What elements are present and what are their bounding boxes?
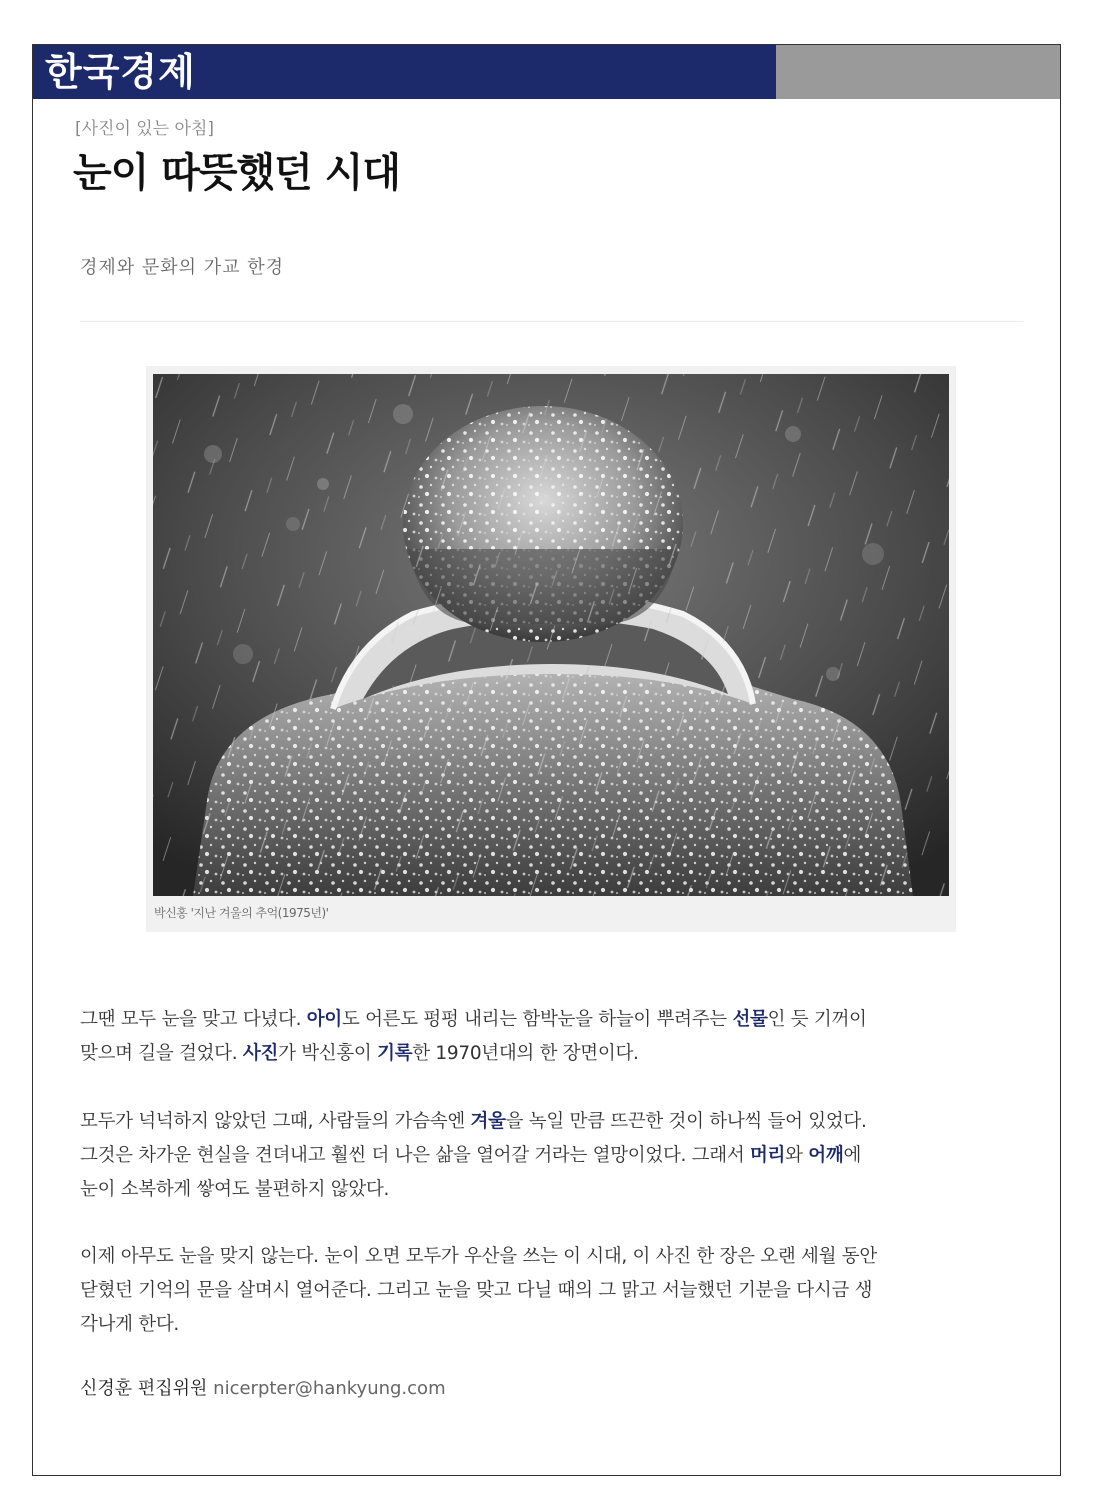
paragraph-text: 에 <box>843 1145 862 1166</box>
photo-snow-coat <box>153 374 949 896</box>
article-kicker: [사진이 있는 아침] <box>75 119 215 139</box>
brand-logo[interactable]: 한국경제 <box>45 50 196 94</box>
photo-caption: 박신홍 '지난 겨울의 추억(1975년)' <box>154 906 329 920</box>
paragraph-text: 을 녹일 만큼 뜨끈한 것이 하나씩 들어 있었다. <box>505 1111 867 1132</box>
masthead-gray-bar <box>776 45 1060 99</box>
paragraph-text: 그땐 모두 눈을 맞고 다녔다. <box>80 1009 307 1030</box>
keyword-link[interactable]: 머리 <box>749 1145 786 1166</box>
paragraph-text: 와 <box>785 1145 809 1166</box>
paragraph-text: 한 1970년대의 한 장면이다. <box>412 1043 639 1064</box>
paragraph-3 <box>80 1240 1030 1342</box>
paragraph-text: 각나게 한다. <box>80 1314 180 1335</box>
paragraph-1 <box>80 1003 1030 1071</box>
keyword-link[interactable]: 아이 <box>306 1009 342 1030</box>
paragraph-2 <box>80 1105 1030 1207</box>
paragraph-text: 그것은 차가운 현실을 견뎌내고 훨씬 더 나은 삶을 열어갈 거라는 열망이었다. 그래서 <box>80 1145 750 1166</box>
paragraph-text: 맞으며 길을 걸었다. <box>80 1043 243 1064</box>
paragraph-text: 이제 아무도 눈을 맞지 않는다. 눈이 오면 모두가 우산을 쓰는 이 시대, 이 사진 한 장은 오랜 세월 동안 <box>80 1246 877 1267</box>
keyword-link[interactable]: 기록 <box>377 1043 413 1064</box>
keyword-link[interactable]: 어깨 <box>808 1145 844 1166</box>
article-frame <box>32 44 1061 1476</box>
paragraph-text: 닫혔던 기억의 문을 살며시 열어준다. 그리고 눈을 맞고 다닐 때의 그 맑고 서늘했던 기분을 다시금 생 <box>80 1280 873 1301</box>
photo-illustration <box>153 374 949 896</box>
paragraph-text: 가 박신홍이 <box>278 1043 378 1064</box>
article-headline: 눈이 따뜻했던 시대 <box>73 150 400 196</box>
article-subhead: 경제와 문화의 가교 한경 <box>80 257 285 278</box>
byline <box>80 1374 446 1404</box>
byline-email[interactable]: nicerpter@hankyung.com <box>213 1378 446 1399</box>
paragraph-text: 눈이 소복하게 쌓여도 불편하지 않았다. <box>80 1179 390 1200</box>
keyword-link[interactable]: 겨울 <box>470 1111 506 1132</box>
photo-figure <box>146 366 956 932</box>
byline-name: 신경훈 편집위원 <box>80 1378 208 1399</box>
keyword-link[interactable]: 선물 <box>732 1009 768 1030</box>
paragraph-text: 도 어른도 펑펑 내리는 함박눈을 하늘이 뿌려주는 <box>341 1009 733 1030</box>
paragraph-text: 모두가 넉넉하지 않았던 그때, 사람들의 가슴속엔 <box>80 1111 471 1132</box>
masthead <box>33 45 1060 99</box>
keyword-link[interactable]: 사진 <box>242 1043 279 1064</box>
paragraph-text: 인 듯 기꺼이 <box>767 1009 867 1030</box>
divider <box>80 321 1023 322</box>
